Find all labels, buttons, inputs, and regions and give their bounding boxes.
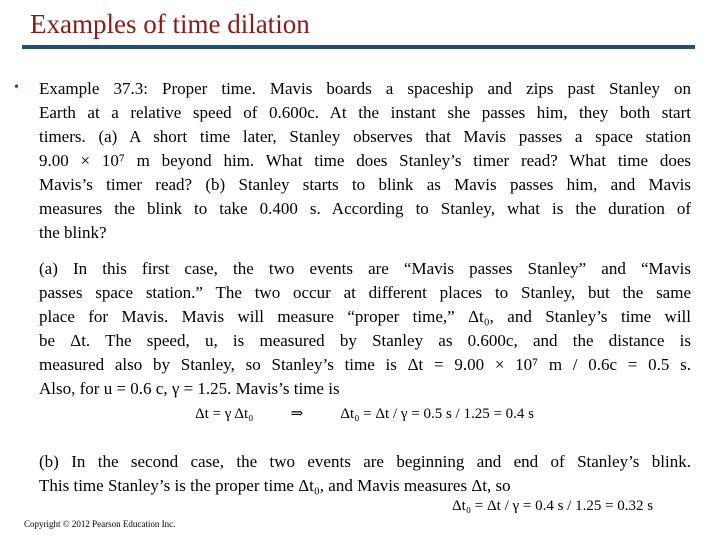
bullet-icon: • — [14, 80, 19, 95]
example-line: 9.00 × 10⁷ m beyond him. What time does Stanley’s timer read? What time does — [39, 151, 691, 170]
part-b-line: This time Stanley’s is the proper time Δt₀, and Mavis measures Δt, so — [39, 476, 511, 495]
example-line: Earth at a relative speed of 0.600c. At the instant she passes him, they both start — [39, 103, 691, 122]
slide-title: Examples of time dilation — [30, 9, 310, 39]
part-a-line: measured also by Stanley, so Stanley’s time is Δt = 9.00 × 10⁷ m / 0.6c = 0.5 s. — [39, 355, 691, 374]
equation-a — [195, 404, 534, 423]
part-a-line: be Δt. The speed, u, is measured by Stanley as 0.600c, and the distance is — [39, 331, 691, 350]
part-b-solution-text — [39, 450, 691, 498]
title-underline — [22, 45, 695, 49]
part-a-solution-text — [39, 257, 691, 401]
implies-arrow: ⇒ — [290, 406, 304, 422]
part-b-line: (b) In the second case, the two events are beginning and end of Stanley’s blink. — [39, 452, 691, 471]
example-line: measures the blink to take 0.400 s. According to Stanley, what is the duration of — [39, 199, 691, 218]
part-a-line: (a) In this first case, the two events are “Mavis passes Stanley” and “Mavis — [39, 259, 691, 278]
part-a-line: Also, for u = 0.6 c, γ = 1.25. Mavis’s time is — [39, 379, 340, 398]
part-a-line: passes space station.” The two occur at different places to Stanley, but the same — [39, 283, 691, 302]
equation-a-left: Δt = γ Δt₀ — [195, 406, 254, 422]
example-line: timers. (a) A short time later, Stanley observes that Mavis passes a space station — [39, 127, 691, 146]
equation-a-right: Δt₀ = Δt / γ = 0.5 s / 1.25 = 0.4 s — [340, 406, 534, 422]
example-line: Example 37.3: Proper time. Mavis boards a spaceship and zips past Stanley on — [39, 79, 691, 98]
example-line: the blink? — [39, 223, 107, 242]
example-line: Mavis’s timer read? (b) Stanley starts to blink as Mavis passes him, and Mavis — [39, 175, 691, 194]
copyright-footer: Copyright © 2012 Pearson Education Inc. — [24, 519, 176, 529]
part-a-line: place for Mavis. Mavis will measure “proper time,” Δt₀, and Stanley’s time will — [39, 307, 691, 326]
example-problem-text — [39, 77, 691, 245]
equation-b: Δt₀ = Δt / γ = 0.4 s / 1.25 = 0.32 s — [452, 498, 654, 514]
